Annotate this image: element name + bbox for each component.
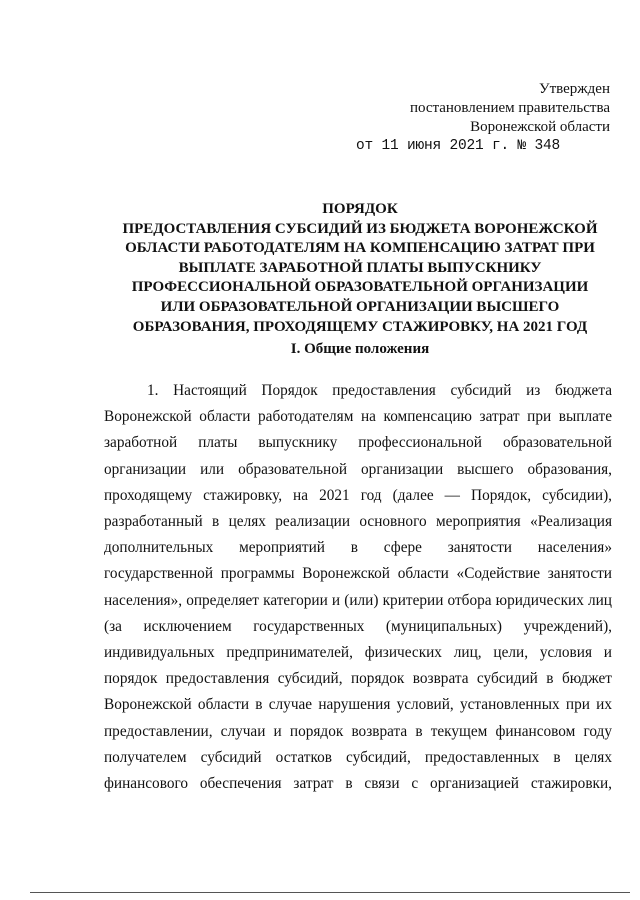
paragraph-line: получателем субсидий остатков субсидий, предоставленных в целях	[104, 748, 612, 766]
paragraph-line: дополнительных мероприятий в сфере занятости населения»	[104, 539, 612, 557]
approval-date: от 11 июня 2021 г. № 348	[356, 138, 561, 154]
title-line: ПОРЯДОК	[322, 201, 398, 217]
title-line: ИЛИ ОБРАЗОВАТЕЛЬНОЙ ОРГАНИЗАЦИИ ВЫСШЕГО	[160, 298, 560, 315]
title-line: ОБЛАСТИ РАБОТОДАТЕЛЯМ НА КОМПЕНСАЦИЮ ЗАТРАТ ПРИ	[125, 240, 595, 257]
paragraph-line: финансового обеспечения затрат в связи с организацией стажировки,	[104, 775, 612, 793]
paragraph-line: государственной программы Воронежской области «Содействие занятости	[104, 565, 612, 583]
paragraph-line: населения», определяет категории и (или) критерии отбора юридических лиц	[104, 591, 612, 609]
paragraph-line: порядок предоставления субсидий, порядок возврата субсидий в бюджет	[104, 670, 612, 688]
bottom-rule	[30, 892, 630, 893]
approval-block	[410, 80, 610, 137]
paragraph-line: разработанный в целях реализации основного мероприятия «Реализация	[104, 513, 612, 531]
document-title	[100, 200, 620, 337]
paragraph-line: Воронежской области в случае нарушения условий, установленных при их	[104, 696, 612, 714]
paragraph-line: организации или образовательной организации высшего образования,	[104, 460, 612, 478]
paragraph-line: индивидуальных предпринимателей, физических лиц, цели, условия и	[104, 644, 612, 662]
paragraph-line: Воронежской области работодателям на компенсацию затрат при выплате	[104, 408, 612, 426]
title-line: ПРЕДОСТАВЛЕНИЯ СУБСИДИЙ ИЗ БЮДЖЕТА ВОРОНЕЖСКОЙ	[122, 220, 598, 237]
paragraph-line: проходящему стажировку, на 2021 год (далее — Порядок, субсидии),	[104, 486, 612, 504]
section-heading: I. Общие положения	[290, 341, 430, 357]
paragraph-line: предоставлении, случаи и порядок возврата в текущем финансовом году	[104, 722, 612, 740]
title-line: ПРОФЕССИОНАЛЬНОЙ ОБРАЗОВАТЕЛЬНОЙ ОРГАНИЗАЦИИ	[131, 279, 589, 296]
title-line: ОБРАЗОВАНИЯ, ПРОХОДЯЩЕМУ СТАЖИРОВКУ, НА 2021 ГОД	[132, 318, 588, 335]
paragraph-1	[104, 378, 612, 797]
paragraph-line: (за исключением государственных (муниципальных) учреждений),	[104, 617, 612, 635]
approval-line-region: Воронежской области	[470, 119, 610, 135]
approval-line-resolution: постановлением правительства	[409, 100, 610, 116]
paragraph-line: 1. Настоящий Порядок предоставления субсидий из бюджета	[147, 382, 612, 399]
title-line: ВЫПЛАТЕ ЗАРАБОТНОЙ ПЛАТЫ ВЫПУСКНИКУ	[178, 259, 542, 276]
approval-line-approved: Утвержден	[538, 81, 610, 97]
paragraph-line: заработной платы выпускнику профессиональной образовательной	[104, 434, 612, 452]
